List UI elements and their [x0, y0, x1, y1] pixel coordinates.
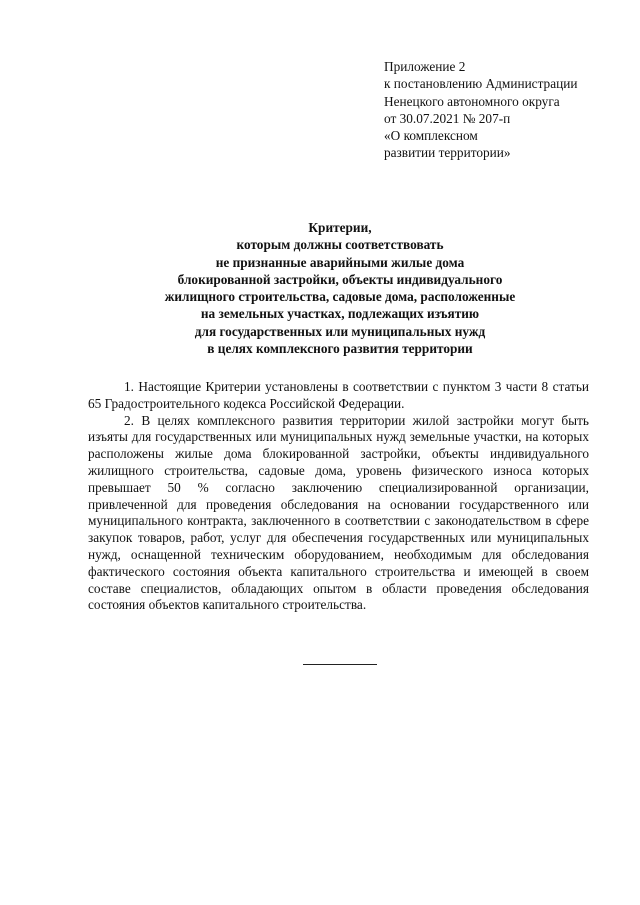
annex-line: развитии территории»: [384, 145, 511, 161]
title-line: для государственных или муниципальных нужд: [194, 323, 486, 339]
annex-header: [384, 58, 624, 162]
annex-line: Ненецкого автономного округа: [384, 93, 560, 109]
title-line: не признанные аварийными жилые дома: [215, 254, 465, 270]
annex-line: к постановлению Администрации: [384, 76, 578, 92]
title-line: Критерии,: [308, 220, 372, 235]
document-title: [100, 219, 580, 357]
title-line: которым должны соответствовать: [236, 237, 444, 253]
title-line: блокированной застройки, объекты индивидуального: [177, 271, 503, 287]
annex-line: Приложение 2: [384, 59, 466, 74]
title-line: на земельных участках, подлежащих изъятию: [200, 306, 480, 322]
document-body: [88, 379, 589, 614]
title-line: жилищного строительства, садовые дома, расположенные: [164, 289, 516, 305]
annex-line: от 30.07.2021 № 207-п: [384, 110, 511, 126]
closing-divider: [303, 664, 377, 665]
paragraph-1: 1. Настоящие Критерии установлены в соответствии с пунктом 3 части 8 статьи 65 Градостроительного кодекса Российской Федерации.: [88, 379, 589, 411]
annex-line: «О комплексном: [384, 128, 478, 144]
paragraph-2: 2. В целях комплексного развития территории жилой застройки могут быть изъяты для государственных или муниципальных нужд земельные участки, на которых расположены жилые дома блокированной застройки, объекты индивидуального жилищного строительства, садовые дома, уровень физического износа которых превышает 50 % согласно заключению специализированной организации, привлеченной для проведения обследования на основании государственного или муниципального контракта, заключенного в соответствии с законодательством в сфере закупок товаров, работ, услуг для обеспечения государственных или муниципальных нужд, оснащенной техническим оборудованием, необходимым для обследования фактического состояния объекта капитального строительства и имеющей в своем составе специалистов, обладающих опытом в области проведения обследования состояния объектов капитального строительства.: [88, 412, 589, 613]
title-line: в целях комплексного развития территории: [207, 341, 473, 357]
